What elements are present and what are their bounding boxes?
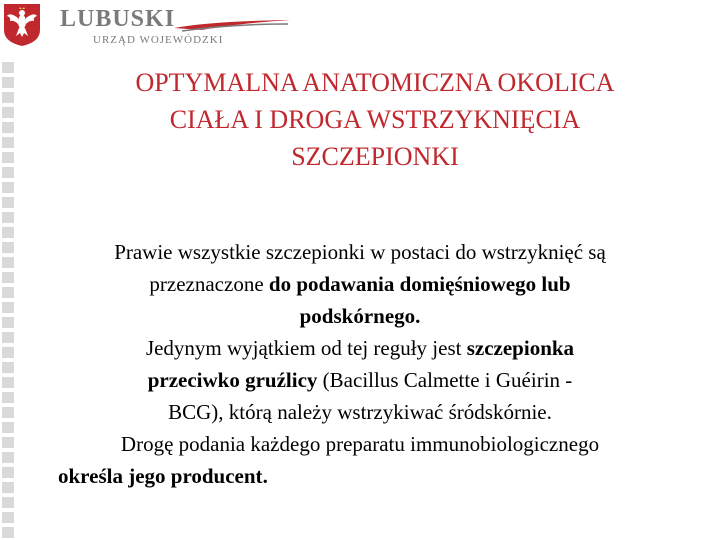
title-line: OPTYMALNA ANATOMICZNA OKOLICA (135, 68, 615, 97)
body-line: Prawie wszystkie szczepionki w postaci do wstrzyknięć są (114, 240, 606, 264)
body-emphasis: szczepionka (466, 336, 575, 360)
body-emphasis: przeciwko gruźlicy (147, 368, 318, 392)
body-emphasis: do podawania domięśniowego lub (268, 272, 571, 296)
body-text: przeznaczone (149, 272, 269, 296)
title-line: SZCZEPIONKI (291, 142, 459, 171)
polish-eagle-emblem-icon (2, 2, 42, 48)
institution-logo (60, 6, 260, 50)
slide-title (30, 64, 720, 175)
body-line: BCG), którą należy wstrzykiwać śródskórnie. (168, 400, 552, 424)
logo-name: LUBUSKI (60, 6, 176, 32)
body-line (20, 268, 700, 300)
body-text: . (262, 464, 268, 488)
slide-body (20, 236, 700, 492)
body-text: (Bacillus Calmette i Guéirin - (317, 368, 573, 392)
body-line: Drogę podania każdego preparatu immunobiologicznego (120, 432, 600, 456)
decorative-square-strip (2, 62, 18, 540)
logo-subtitle: URZĄD WOJEWÓDZKI (93, 34, 224, 46)
logo-swoosh-icon (172, 18, 292, 32)
body-emphasis: podskórnego. (299, 304, 421, 328)
body-text: Jedynym wyjątkiem od tej reguły jest (145, 336, 467, 360)
body-line (20, 364, 700, 396)
body-emphasis: określa jego producent (58, 464, 263, 488)
body-line (20, 332, 700, 364)
body-line (20, 460, 700, 492)
title-line: CIAŁA I DROGA WSTRZYKNIĘCIA (169, 105, 581, 134)
